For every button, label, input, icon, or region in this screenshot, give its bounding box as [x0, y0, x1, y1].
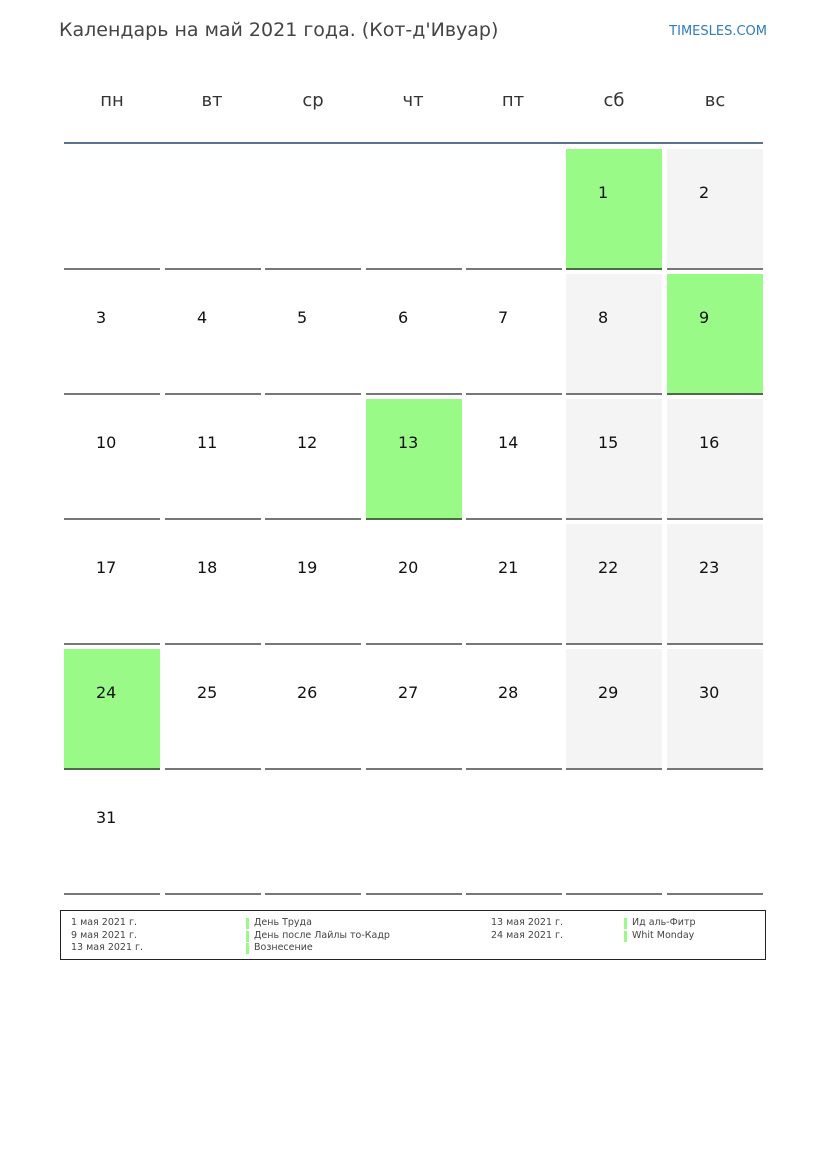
day-number: 7	[498, 308, 509, 327]
day-cell[interactable]	[566, 524, 662, 645]
day-cell[interactable]	[64, 274, 160, 395]
legend-holiday-name: День после Лайлы то-Кадр	[254, 930, 390, 941]
empty-day-cell	[667, 774, 763, 895]
day-number: 16	[699, 433, 720, 452]
day-number: 21	[498, 558, 519, 577]
legend-holiday-name: День Труда	[254, 917, 312, 928]
weekday-thu: чт	[402, 90, 424, 111]
day-number: 27	[398, 683, 419, 702]
day-cell[interactable]	[466, 274, 562, 395]
day-cell[interactable]	[366, 524, 462, 645]
day-number: 28	[498, 683, 519, 702]
day-number: 30	[699, 683, 720, 702]
weekday-sun: вс	[704, 90, 726, 111]
day-number: 19	[297, 558, 318, 577]
day-cell[interactable]	[667, 649, 763, 770]
day-cell[interactable]	[667, 149, 763, 270]
weekday-wed: ср	[302, 90, 324, 111]
empty-day-cell	[265, 149, 361, 270]
empty-day-cell	[165, 149, 261, 270]
day-number: 1	[598, 183, 609, 202]
day-cell[interactable]	[64, 649, 160, 770]
site-link[interactable]: TIMESLES.COM	[669, 24, 767, 39]
day-number: 3	[96, 308, 107, 327]
day-cell[interactable]	[466, 649, 562, 770]
day-number: 23	[699, 558, 720, 577]
day-number: 17	[96, 558, 117, 577]
day-number: 10	[96, 433, 117, 452]
day-number: 13	[398, 433, 419, 452]
day-number: 18	[197, 558, 218, 577]
day-number: 25	[197, 683, 218, 702]
day-number: 8	[598, 308, 609, 327]
day-cell[interactable]	[667, 399, 763, 520]
day-cell[interactable]	[265, 399, 361, 520]
empty-day-cell	[366, 149, 462, 270]
day-cell[interactable]	[566, 274, 662, 395]
day-number: 4	[197, 308, 208, 327]
weekday-tue: вт	[201, 90, 223, 111]
empty-day-cell	[466, 774, 562, 895]
legend-date: 1 мая 2021 г.	[71, 917, 137, 928]
legend-holiday-name: Вознесение	[254, 942, 313, 953]
day-number: 26	[297, 683, 318, 702]
legend-holiday-name: Whit Monday	[632, 930, 695, 941]
legend-date: 13 мая 2021 г.	[491, 917, 564, 928]
empty-day-cell	[265, 774, 361, 895]
day-cell[interactable]	[64, 774, 160, 895]
day-cell[interactable]	[265, 649, 361, 770]
legend-color-marker	[246, 918, 249, 929]
day-number: 14	[498, 433, 519, 452]
day-number: 9	[699, 308, 710, 327]
weekday-header-row	[64, 90, 763, 120]
day-cell[interactable]	[165, 274, 261, 395]
day-cell[interactable]	[566, 399, 662, 520]
day-number: 20	[398, 558, 419, 577]
day-cell[interactable]	[466, 399, 562, 520]
legend-holiday-name: Ид аль-Фитр	[632, 917, 696, 928]
legend-color-marker	[246, 943, 249, 954]
day-number: 22	[598, 558, 619, 577]
day-cell[interactable]	[667, 524, 763, 645]
day-cell[interactable]	[165, 524, 261, 645]
day-cell[interactable]	[366, 399, 462, 520]
day-cell[interactable]	[64, 399, 160, 520]
day-cell[interactable]	[64, 524, 160, 645]
day-cell[interactable]	[265, 524, 361, 645]
day-number: 31	[96, 808, 117, 827]
day-cell[interactable]	[165, 649, 261, 770]
header-divider	[64, 142, 763, 144]
empty-day-cell	[165, 774, 261, 895]
day-cell[interactable]	[165, 399, 261, 520]
legend-date: 13 мая 2021 г.	[71, 942, 144, 953]
legend-date: 9 мая 2021 г.	[71, 930, 137, 941]
day-number: 24	[96, 683, 117, 702]
empty-day-cell	[466, 149, 562, 270]
empty-day-cell	[366, 774, 462, 895]
day-number: 2	[699, 183, 710, 202]
day-number: 12	[297, 433, 318, 452]
day-number: 15	[598, 433, 619, 452]
day-number: 11	[197, 433, 218, 452]
legend-color-marker	[624, 931, 627, 942]
day-cell[interactable]	[366, 649, 462, 770]
weekday-sat: сб	[603, 90, 625, 111]
empty-day-cell	[566, 774, 662, 895]
holiday-legend	[60, 910, 766, 960]
day-cell[interactable]	[265, 274, 361, 395]
empty-day-cell	[64, 149, 160, 270]
legend-color-marker	[624, 918, 627, 929]
day-cell[interactable]	[566, 149, 662, 270]
day-cell[interactable]	[366, 274, 462, 395]
page-title: Календарь на май 2021 года. (Кот-д'Ивуар)	[59, 19, 499, 41]
legend-date: 24 мая 2021 г.	[491, 930, 564, 941]
day-cell[interactable]	[667, 274, 763, 395]
weekday-fri: пт	[501, 90, 525, 111]
day-number: 6	[398, 308, 409, 327]
day-cell[interactable]	[566, 649, 662, 770]
day-number: 29	[598, 683, 619, 702]
legend-color-marker	[246, 931, 249, 942]
day-number: 5	[297, 308, 308, 327]
weekday-mon: пн	[100, 90, 124, 111]
day-cell[interactable]	[466, 524, 562, 645]
